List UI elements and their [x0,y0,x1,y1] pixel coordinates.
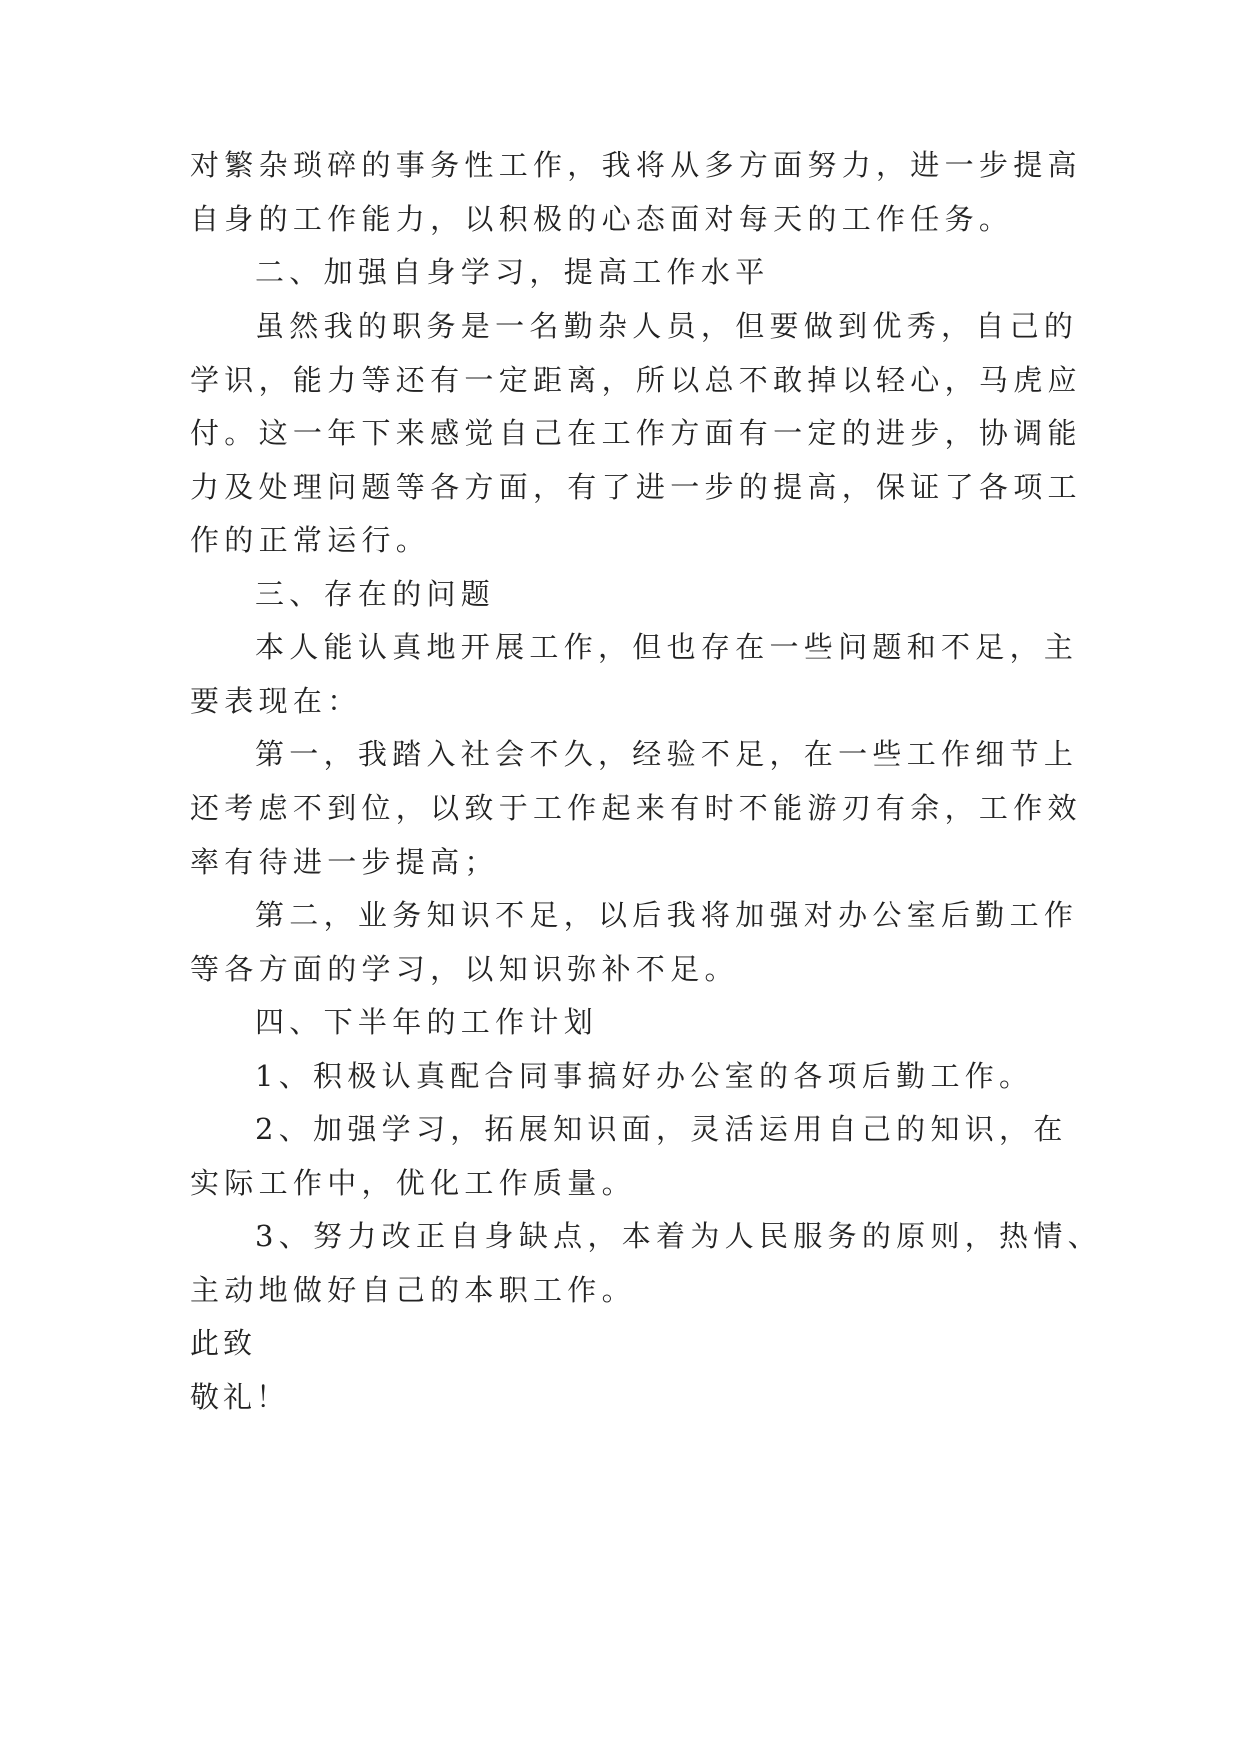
body-line: 付。这一年下来感觉自己在工作方面有一定的进步，协调能 [190,416,1082,450]
paragraph-start: 第二，业务知识不足，以后我将加强对办公室后勤工作 [255,898,1079,932]
body-line: 主动地做好自己的本职工作。 [190,1273,636,1307]
body-line: 率有待进一步提高； [190,845,499,879]
body-line: 对繁杂琐碎的事务性工作，我将从多方面努力，进一步提高 [190,148,1082,182]
section-heading: 四、下半年的工作计划 [255,1005,599,1039]
section-heading: 三、存在的问题 [255,577,496,611]
list-item: 1、积极认真配合同事搞好办公室的各项后勤工作。 [255,1059,1034,1093]
body-line: 实际工作中，优化工作质量。 [190,1166,636,1200]
body-line: 力及处理问题等各方面，有了进一步的提高，保证了各项工 [190,470,1082,504]
body-line: 学识，能力等还有一定距离，所以总不敢掉以轻心，马虎应 [190,363,1082,397]
body-line: 等各方面的学习，以知识弥补不足。 [190,952,739,986]
closing-line: 此致 [190,1326,257,1360]
paragraph-start: 虽然我的职务是一名勤杂人员，但要做到优秀，自己的 [255,309,1079,343]
body-line: 要表现在： [190,684,362,718]
paragraph-start: 第一，我踏入社会不久，经验不足，在一些工作细节上 [255,737,1079,771]
body-line: 还考虑不到位，以致于工作起来有时不能游刃有余，工作效 [190,791,1082,825]
section-heading: 二、加强自身学习，提高工作水平 [255,255,770,289]
list-item: 2、加强学习，拓展知识面，灵活运用自己的知识，在 [255,1112,1068,1146]
body-line: 作的正常运行。 [190,523,431,557]
list-item: 3、努力改正自身缺点，本着为人民服务的原则，热情、 [255,1219,1102,1253]
paragraph-start: 本人能认真地开展工作，但也存在一些问题和不足，主 [255,630,1079,664]
closing-salutation: 敬礼！ [190,1380,290,1414]
body-line: 自身的工作能力，以积极的心态面对每天的工作任务。 [190,202,1014,236]
